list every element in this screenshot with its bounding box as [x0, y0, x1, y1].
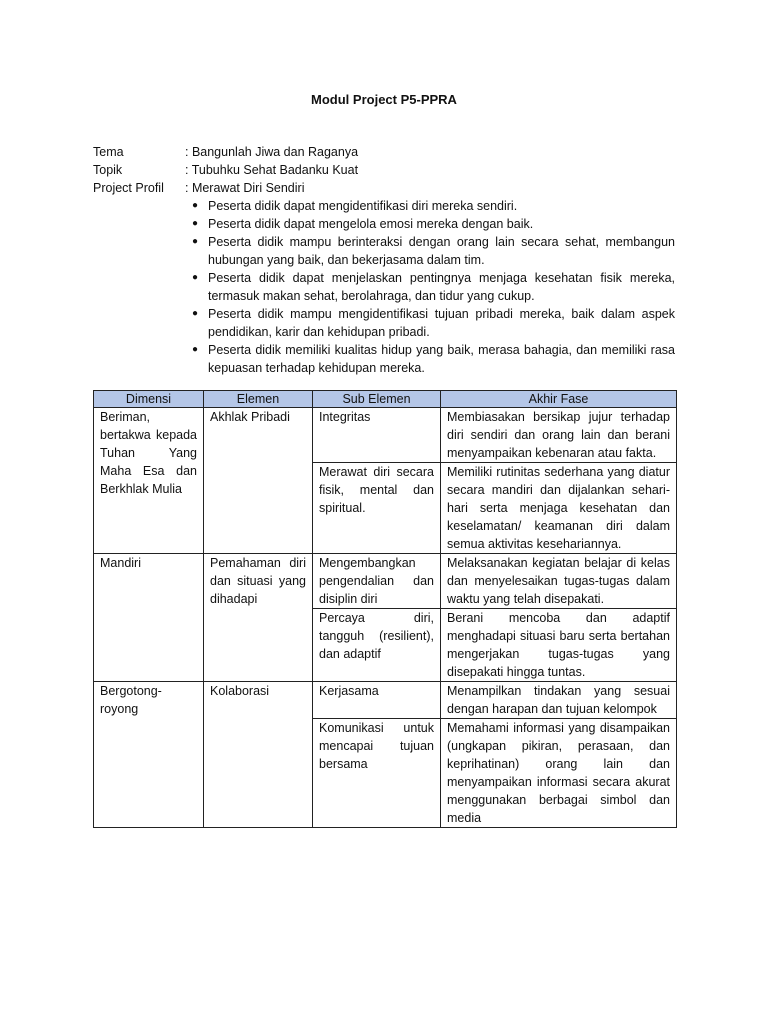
document-title: Modul Project P5-PPRA	[311, 92, 457, 107]
header-akhir-fase: Akhir Fase	[441, 391, 677, 408]
goals-list	[190, 197, 675, 377]
meta-row-project-profil	[93, 179, 675, 197]
header-sub-elemen: Sub Elemen	[313, 391, 441, 408]
list-item	[190, 269, 675, 305]
bullet-icon: ●	[192, 218, 199, 229]
elemen-cell: Kolaborasi	[204, 682, 313, 828]
akhir-fase-cell: Menampilkan tindakan yang sesuai dengan harapan dan tujuan kelompok	[441, 682, 677, 719]
akhir-fase-cell: Memahami informasi yang disampaikan (ungkapan pikiran, perasaan, dan keprihatinan) orang lain dan menyampaikan informasi secara akurat menggunakan berbagai simbol dan media	[441, 719, 677, 828]
table-header-row	[94, 391, 677, 408]
meta-value: : Tubuhku Sehat Badanku Kuat	[185, 163, 359, 177]
akhir-fase-cell: Memiliki rutinitas sederhana yang diatur secara mandiri dan dijalankan sehari-hari serta menjaga kesehatan dan keselamatan/ keamanan diri dalam semua aktivitas kesehariannya.	[441, 463, 677, 554]
sub-elemen-cell: Komunikasi untuk mencapai tujuan bersama	[313, 719, 441, 828]
header-dimensi: Dimensi	[94, 391, 204, 408]
list-item	[190, 341, 675, 377]
meta-row-tema	[93, 143, 675, 161]
elemen-cell: Akhlak Pribadi	[204, 408, 313, 554]
goal-text: Peserta didik dapat mengelola emosi mereka dengan baik.	[208, 217, 534, 231]
goal-text: Peserta didik dapat mengidentifikasi diri mereka sendiri.	[208, 199, 518, 213]
akhir-fase-cell: Melaksanakan kegiatan belajar di kelas dan menyelesaikan tugas-tugas dalam waktu yang telah disepakati.	[441, 554, 677, 609]
table-row	[94, 554, 677, 609]
meta-value: : Merawat Diri Sendiri	[185, 181, 305, 195]
project-meta	[93, 143, 675, 197]
bullet-icon: ●	[192, 308, 199, 319]
dimensi-cell: Beriman, bertakwa kepada Tuhan Yang Maha Esa dan Berkhlak Mulia	[94, 408, 204, 554]
list-item	[190, 215, 675, 233]
sub-elemen-cell: Mengembangkan pengendalian dan disiplin diri	[313, 554, 441, 609]
dimensi-cell: Mandiri	[94, 554, 204, 682]
goal-text: Peserta didik mampu mengidentifikasi tujuan pribadi mereka, baik dalam aspek pendidikan, karir dan kehidupan pribadi.	[208, 307, 675, 339]
goal-text: Peserta didik memiliki kualitas hidup yang baik, merasa bahagia, dan memiliki rasa kepuasan terhadap kehidupan mereka.	[208, 343, 675, 375]
header-elemen: Elemen	[204, 391, 313, 408]
bullet-icon: ●	[192, 344, 199, 355]
akhir-fase-cell: Membiasakan bersikap jujur terhadap diri sendiri dan orang lain dan berani menyampaikan kebenaran atau fakta.	[441, 408, 677, 463]
meta-value: : Bangunlah Jiwa dan Raganya	[185, 145, 359, 159]
sub-elemen-cell: Percaya diri, tangguh (resilient), dan adaptif	[313, 609, 441, 682]
dimension-table	[93, 390, 677, 828]
meta-row-topik	[93, 161, 675, 179]
elemen-cell: Pemahaman diri dan situasi yang dihadapi	[204, 554, 313, 682]
meta-label: Topik	[93, 163, 123, 177]
goal-text: Peserta didik dapat menjelaskan pentingnya menjaga kesehatan fisik mereka, termasuk makan sehat, berolahraga, dan tidur yang cukup.	[208, 271, 675, 303]
sub-elemen-cell: Merawat diri secara fisik, mental dan spiritual.	[313, 463, 441, 554]
list-item	[190, 197, 675, 215]
dimensi-cell: Bergotong-royong	[94, 682, 204, 828]
goal-text: Peserta didik mampu berinteraksi dengan orang lain secara sehat, membangun hubungan yang baik, dan bekerjasama dalam tim.	[208, 235, 675, 267]
meta-label: Tema	[93, 145, 124, 159]
bullet-icon: ●	[192, 200, 199, 211]
bullet-icon: ●	[192, 272, 199, 283]
list-item	[190, 233, 675, 269]
list-item	[190, 305, 675, 341]
table-row	[94, 682, 677, 719]
akhir-fase-cell: Berani mencoba dan adaptif menghadapi situasi baru serta bertahan mengerjakan tugas-tugas yang disepakati hingga tuntas.	[441, 609, 677, 682]
sub-elemen-cell: Integritas	[313, 408, 441, 463]
table-row	[94, 408, 677, 463]
bullet-icon: ●	[192, 236, 199, 247]
meta-label: Project Profil	[93, 181, 164, 195]
sub-elemen-cell: Kerjasama	[313, 682, 441, 719]
